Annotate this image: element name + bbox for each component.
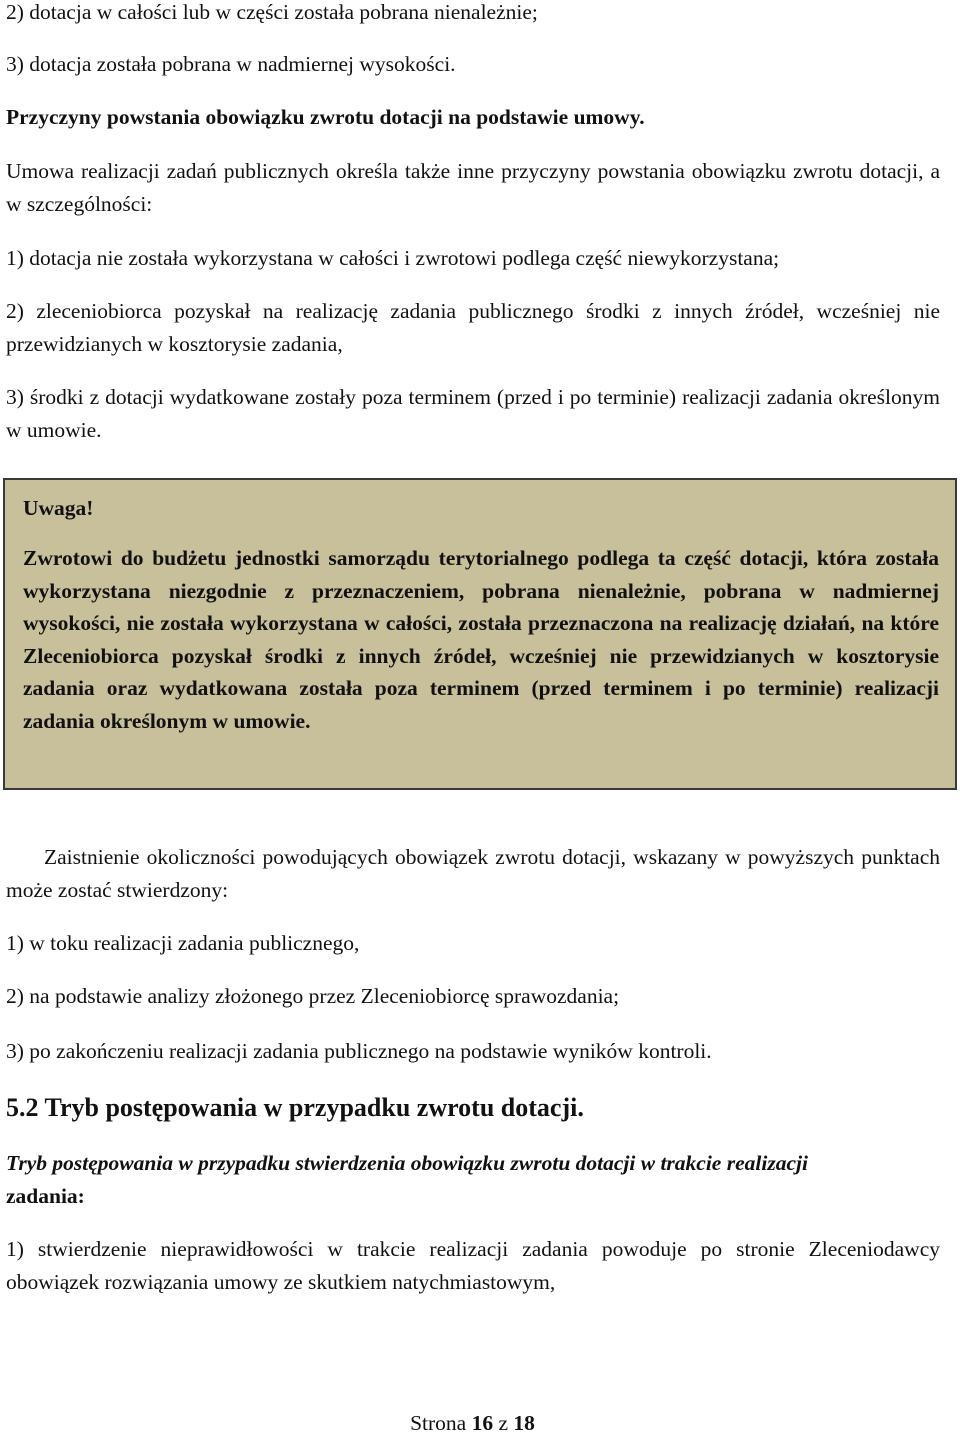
footer-separator: z — [498, 1411, 509, 1435]
paragraph: Umowa realizacji zadań publicznych określa także inne przyczyny powstania obowiązku zwrotu dotacji, a w szczególności: — [6, 159, 940, 216]
list-item: 3) środki z dotacji wydatkowane zostały poza terminem (przed i po terminie) realizacji zadania określonym w umowie. — [6, 385, 940, 442]
list-item: 2) zleceniobiorca pozyskał na realizację zadania publicznego środki z innych źródeł, wcześniej nie przewidzianych w kosztorysie zadania, — [6, 299, 940, 356]
page-footer — [0, 1408, 945, 1438]
warning-title: Uwaga! — [23, 496, 94, 520]
list-item: 2) na podstawie analizy złożonego przez Zleceniobiorcę sprawozdania; — [6, 984, 620, 1008]
warning-box — [3, 478, 957, 790]
list-item: 3) dotacja została pobrana w nadmiernej wysokości. — [6, 52, 456, 76]
procedure-heading — [6, 1147, 940, 1213]
list-item: 1) dotacja nie została wykorzystana w całości i zwrotowi podlega część niewykorzystana; — [6, 246, 780, 270]
list-item: 1) w toku realizacji zadania publicznego, — [6, 931, 360, 955]
procedure-heading-tail: zadania: — [6, 1184, 85, 1208]
footer-total-pages: 18 — [513, 1411, 535, 1435]
footer-prefix: Strona — [410, 1411, 467, 1435]
section-subheading: Przyczyny powstania obowiązku zwrotu dotacji na podstawie umowy. — [6, 105, 645, 129]
list-item: 1) stwierdzenie nieprawidłowości w trakcie realizacji zadania powoduje po stronie Zleceniodawcy obowiązek rozwiązania umowy ze skutkiem natychmiastowym, — [6, 1237, 940, 1294]
warning-text: Zwrotowi do budżetu jednostki samorządu terytorialnego podlega ta część dotacji, która została wykorzystana niezgodnie z przeznaczeniem, pobrana nienależnie, pobrana w nadmiernej wysokości, nie została wykorzystana w całości, została przeznaczona na realizację działań, na które Zleceniobiorca pozyskał środki z innych źródeł, wcześniej nie przewidzianych w kosztorysie zadania oraz wydatkowana została poza terminem (przed terminem i po terminie) realizacji zadania określonym w umowie. — [23, 546, 939, 733]
footer-current-page: 16 — [471, 1411, 494, 1435]
list-item: 3) po zakończeniu realizacji zadania publicznego na podstawie wyników kontroli. — [6, 1039, 712, 1063]
section-heading: 5.2 Tryb postępowania w przypadku zwrotu dotacji. — [6, 1093, 584, 1122]
paragraph: Zaistnienie okoliczności powodujących obowiązek zwrotu dotacji, wskazany w powyższych punktach może zostać stwierdzony: — [6, 845, 940, 902]
list-item: 2) dotacja w całości lub w części została pobrana nienależnie; — [6, 0, 538, 24]
procedure-heading-italic: Tryb postępowania w przypadku stwierdzenia obowiązku zwrotu dotacji w trakcie realizacji — [6, 1151, 808, 1175]
